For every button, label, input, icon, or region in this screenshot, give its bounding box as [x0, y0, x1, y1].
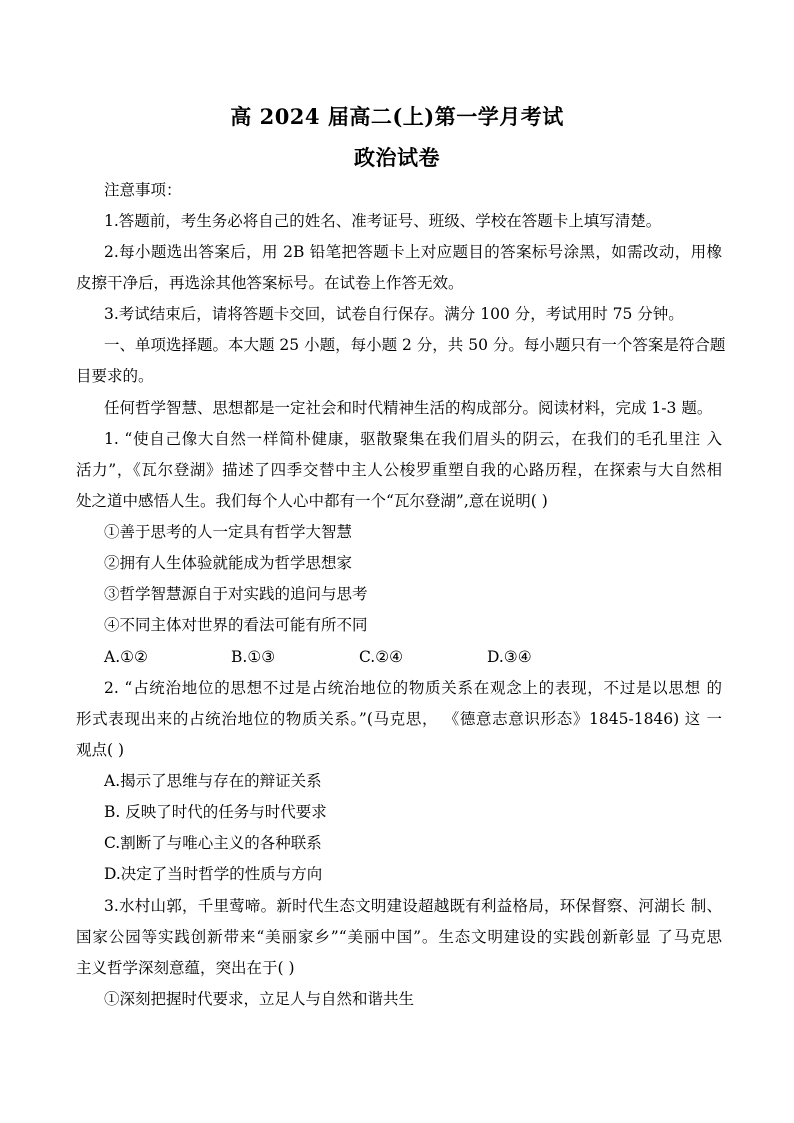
- section-instruction-line-1: 一、单项选择题。本大题 25 小题，每小题 2 分，共 50 分。每小题只有一个答案是符合题: [104, 336, 726, 354]
- notice-heading: 注意事项：: [104, 181, 182, 199]
- question-1-statement-2: ②拥有人生体验就能成为哲学思想家: [104, 554, 353, 572]
- question-2-option-d: D.决定了当时哲学的性质与方向: [104, 865, 323, 883]
- question-2-line-2: 形式表现出来的占统治地位的物质关系。”(马克思， 《德意志意识形态》1845-1846) 这 一: [76, 710, 722, 728]
- question-3-line-3: 主义哲学深刻意蕴，突出在于( ): [76, 959, 295, 977]
- notice-item-2-line-1: 2.每小题选出答案后，用 2B 铅笔把答题卡上对应题目的答案标号涂黑，如需改动，用橡: [104, 243, 722, 261]
- question-1-line-3: 处之道中感悟人生。我们每个人心中都有一个“瓦尔登湖”,意在说明( ): [76, 492, 548, 510]
- question-1-option-d: D.③④: [487, 648, 532, 666]
- question-1-option-c: C.②④: [359, 648, 404, 666]
- question-1-statement-3: ③哲学智慧源自于对实践的追问与思考: [104, 585, 368, 603]
- notice-item-1: 1.答题前，考生务必将自己的姓名、准考证号、班级、学校在答题卡上填写清楚。: [104, 212, 662, 230]
- notice-item-3: 3.考试结束后，请将答题卡交回，试卷自行保存。满分 100 分，考试用时 75 分钟。: [104, 305, 684, 323]
- question-3-line-2: 国家公园等实践创新带来“美丽家乡”“美丽中国”。生态文明建设的实践创新彰显 了马克思: [76, 928, 722, 946]
- question-1-option-a: A.①②: [104, 648, 148, 666]
- question-1-line-1: 1. “使自己像大自然一样简朴健康，驱散聚集在我们眉头的阴云，在我们的毛孔里注 入: [104, 430, 722, 448]
- question-1-option-b: B.①③: [231, 648, 276, 666]
- question-1-statement-4: ④不同主体对世界的看法可能有所不同: [104, 616, 368, 634]
- material-intro: 任何哲学智慧、思想都是一定社会和时代精神生活的构成部分。阅读材料，完成 1-3 题。: [104, 399, 713, 417]
- question-1-line-2: 活力”，《瓦尔登湖》描述了四季交替中主人公梭罗重塑自我的心路历程，在探索与大自然相: [76, 461, 722, 479]
- question-3-statement-1: ①深刻把握时代要求，立足人与自然和谐共生: [104, 990, 415, 1008]
- exam-subject-title: 政治试卷: [354, 145, 440, 170]
- question-1-statement-1: ①善于思考的人一定具有哲学大智慧: [104, 523, 353, 541]
- notice-item-2-line-2: 皮擦干净后，再选涂其他答案标号。在试卷上作答无效。: [76, 274, 464, 292]
- question-2-option-b: B. 反映了时代的任务与时代要求: [104, 803, 327, 821]
- exam-title: 高 2024 届高二(上)第一学月考试: [230, 104, 564, 129]
- question-3-line-1: 3.水村山郭，千里莺啼。新时代生态文明建设超越既有利益格局，环保督察、河湖长 制、: [104, 897, 722, 915]
- question-2-line-3: 观点( ): [76, 741, 125, 759]
- section-instruction-line-2: 目要求的。: [76, 367, 154, 385]
- question-2-option-a: A.揭示了思维与存在的辩证关系: [104, 772, 322, 790]
- question-2-line-1: 2. “占统治地位的思想不过是占统治地位的物质关系在观念上的表现，不过是以思想 的: [104, 679, 722, 697]
- question-2-option-c: C.割断了与唯心主义的各种联系: [104, 834, 322, 852]
